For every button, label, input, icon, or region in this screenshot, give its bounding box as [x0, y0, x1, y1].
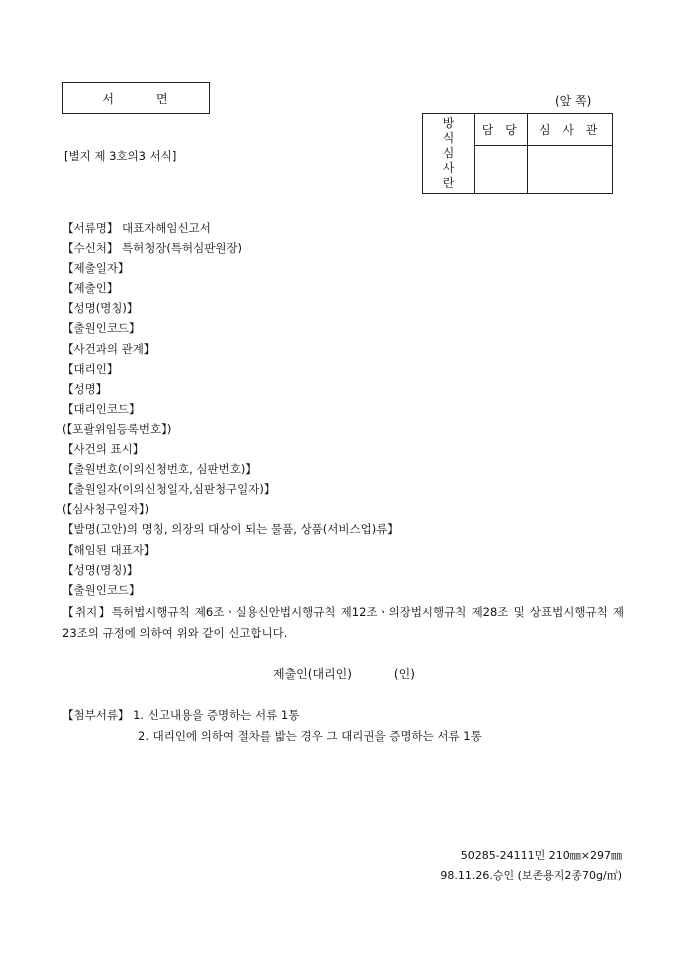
field-row — [62, 238, 632, 258]
field-label: 【제출일자】 — [62, 261, 130, 276]
title-char: 서 — [102, 91, 116, 106]
field-row — [62, 580, 632, 600]
field-row — [62, 339, 632, 359]
field-label: 【해임된 대표자】 — [62, 542, 156, 557]
field-label: 【수신처】 — [62, 241, 119, 256]
field-label: 【성명】 — [62, 381, 108, 396]
review-table — [422, 113, 613, 194]
applicant-label: 제출인(대리인) — [273, 667, 352, 681]
purpose-label: 【취지】 — [62, 605, 112, 619]
review-col-examiner: 심 사 관 — [528, 114, 613, 146]
form-number: [별지 제 3호의3 서식] — [64, 149, 177, 163]
field-row — [62, 298, 632, 318]
attachments — [62, 705, 482, 747]
seal-mark[interactable]: (인) — [393, 667, 415, 681]
field-row — [62, 318, 632, 338]
form-footer — [440, 846, 622, 886]
field-label: 【발명(고안)의 명칭, 의장의 대상이 되는 물품, 상품(서비스업)류】 — [62, 522, 399, 537]
field-label: 【성명(명칭)】 — [62, 301, 139, 316]
field-label: (【심사청구일자】) — [62, 502, 150, 517]
attachment-item: 2. 대리인에 의하여 절차를 밟는 경우 그 대리권을 증명하는 서류 1통 — [138, 729, 482, 743]
field-label: 【출원일자(이의신청일자,심판청구일자)】 — [62, 482, 276, 497]
field-label: 【출원인코드】 — [62, 582, 141, 597]
title-char: 면 — [156, 91, 170, 106]
field-value[interactable]: 특허청장(특허심판원장) — [121, 241, 243, 256]
applicant-signature-line — [273, 665, 415, 682]
review-col-staff: 담 당 — [475, 114, 528, 146]
field-row — [62, 399, 632, 419]
field-label: 【서류명】 — [62, 221, 119, 235]
field-row — [62, 519, 632, 539]
field-label: 【출원번호(이의신청번호, 심판번호)】 — [62, 462, 257, 477]
field-row — [62, 459, 632, 479]
field-label: 【사건의 표시】 — [62, 442, 145, 457]
field-row — [62, 278, 632, 298]
field-label: 【대리인】 — [62, 361, 119, 376]
attachment-item: 1. 신고내용을 증명하는 서류 1통 — [133, 708, 300, 722]
review-vertical-label: 방 식 심 사 란 — [423, 114, 475, 194]
field-row — [62, 379, 632, 399]
attachments-label: 【첨부서류】 — [62, 708, 130, 722]
field-row — [62, 540, 632, 560]
side-label: (앞 쪽) — [555, 94, 592, 108]
purpose-text: 특허법시행규칙 제6조ㆍ실용신안법시행규칙 제12조ㆍ의장법시행규칙 제28조 및 상표법시행규칙 제23조의 규정에 의하여 위와 같이 신고합니다. — [62, 605, 625, 640]
field-row — [62, 560, 632, 580]
field-row — [62, 499, 632, 519]
review-cell-staff-signature[interactable] — [475, 146, 528, 194]
field-row — [62, 218, 632, 238]
field-row — [62, 479, 632, 499]
field-value[interactable]: 대표자해임신고서 — [121, 221, 211, 235]
field-label: 【출원인코드】 — [62, 321, 141, 336]
review-cell-examiner-signature[interactable] — [528, 146, 613, 194]
field-list — [62, 218, 632, 600]
field-row — [62, 359, 632, 379]
field-row — [62, 439, 632, 459]
field-label: 【사건과의 관계】 — [62, 341, 156, 356]
field-row — [62, 258, 632, 278]
footer-approval: 98.11.26.승인 (보존용지2종70g/㎡) — [440, 869, 622, 882]
purpose-statement — [62, 602, 624, 644]
field-label: 【제출인】 — [62, 281, 119, 296]
field-label: (【포괄위임등록번호】) — [62, 421, 172, 436]
field-label: 【대리인코드】 — [62, 401, 141, 416]
footer-code: 50285-24111민 210㎜×297㎜ — [460, 849, 622, 862]
document-title-box — [62, 82, 210, 114]
field-row — [62, 419, 632, 439]
field-label: 【성명(명칭)】 — [62, 562, 139, 577]
